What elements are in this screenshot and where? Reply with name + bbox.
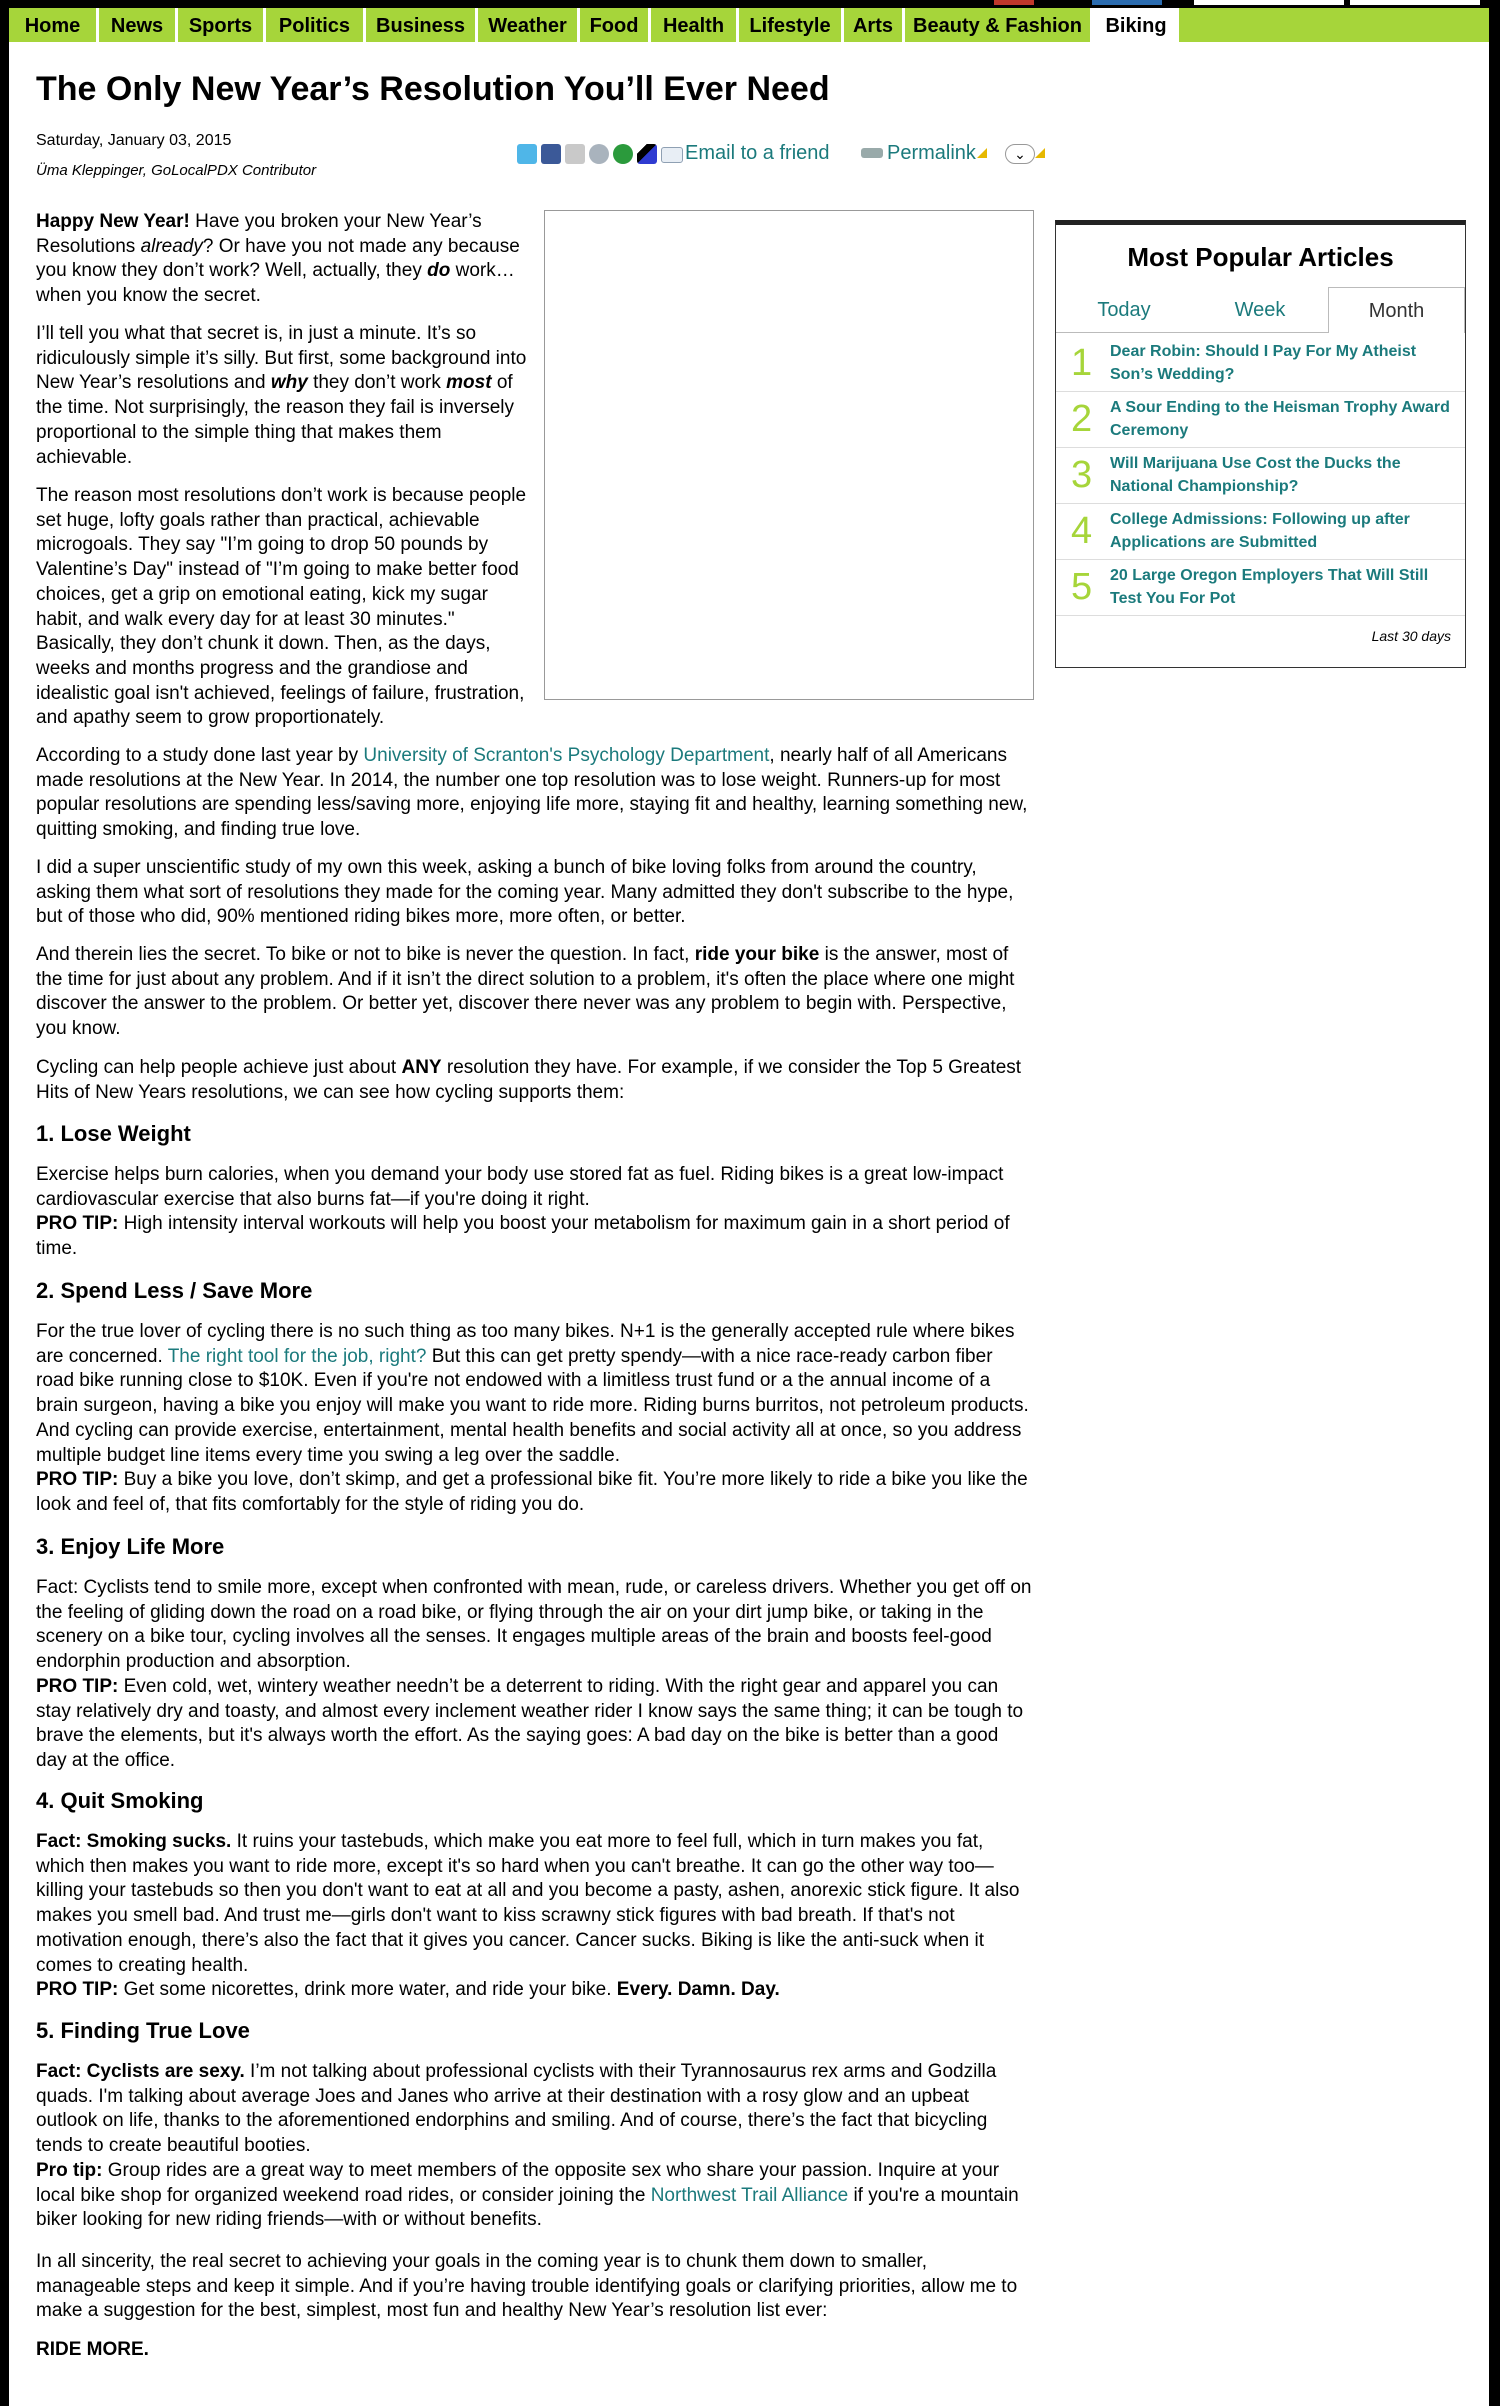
paragraph-survey: I did a super unscientific study of my own this week, asking a bunch of bike loving folks from around the country, asking them what sort of resolutions they made for the coming year. Many admitted they don't subscribe to the hype, but of those who did, 90% mentioned riding bikes more, more often, or better. xyxy=(36,857,1014,928)
popular-rank: 5 xyxy=(1071,566,1093,608)
tab-today[interactable]: Today xyxy=(1097,299,1151,321)
article-title: The Only New Year’s Resolution You’ll Ever Need xyxy=(36,70,830,108)
right-tool-link[interactable]: The right tool for the job, right? xyxy=(167,1345,427,1367)
popular-title[interactable]: Will Marijuana Use Cost the Ducks the National Championship? xyxy=(1110,455,1401,495)
top-ad-white-2 xyxy=(1350,0,1480,5)
paragraph-ride-more: RIDE MORE. xyxy=(36,2339,149,2360)
section-enjoy-life: Fact: Cyclists tend to smile more, except when confronted with mean, rude, or careless drivers. Whether you get off on the feeling of gliding down the road on a road bike, or flying through the air on your dirt jump bike, or taking in the scenery on a bike tour, cycling involves all the senses. It engages multiple areas of the brain and boosts feel-good endorphin production and absorption. PRO TIP: Even cold, wet, wintery weather needn’t be a deterrent to riding. With the right gear and apparel you can stay relatively dry and toasty, and almost every inclement weather rider I know says the same thing; it can be tough to brave the elements, but it's always worth the effort. As the saying goes: A bad day on the bike is better than a good day at the office. xyxy=(36,1577,1032,1771)
nav-weather[interactable]: Weather xyxy=(478,8,580,42)
chevron-down-icon[interactable]: ⌄ xyxy=(1005,144,1035,164)
main-nav xyxy=(9,8,1489,42)
email-icon[interactable] xyxy=(661,147,683,163)
nav-home[interactable]: Home xyxy=(9,8,99,42)
reddit-icon[interactable] xyxy=(589,144,609,164)
nw-trail-alliance-link[interactable]: Northwest Trail Alliance xyxy=(650,2184,849,2206)
permalink-link[interactable]: Permalink xyxy=(887,142,976,164)
popular-item[interactable] xyxy=(1056,335,1465,392)
widget-title: Most Popular Articles xyxy=(1127,242,1394,272)
popular-rank: 1 xyxy=(1071,342,1093,384)
corner-icon-2 xyxy=(1035,148,1045,158)
section-heading: 5. Finding True Love xyxy=(36,2018,250,2043)
tab-underline xyxy=(1056,332,1328,333)
digg-icon[interactable] xyxy=(565,144,585,164)
section-heading: 3. Enjoy Life More xyxy=(36,1534,225,1559)
stumbleupon-icon[interactable] xyxy=(613,144,633,164)
facebook-icon[interactable] xyxy=(541,144,561,164)
section-quit-smoking: Fact: Smoking sucks. It ruins your tastebuds, which make you eat more to feel full, which in turn makes you fat, which then makes you want to ride more, except it's so hard when you can't breathe. It can go the other way too—killing your tastebuds so then you don't want to eat at all and you become a pasty, ashen, anorexic stick figure. It also makes you smell bad. And trust me—girls don't want to kiss scrawny stick figures with bad breath. If that's not motivation enough, there’s also the fact that it gives you cancer. Cancer sucks. Biking is like the anti-suck when it comes to creating health. PRO TIP: Get some nicorettes, drink more water, and ride your bike. Every. Damn. Day. xyxy=(36,1831,1020,2001)
paragraph-cycling: Cycling can help people achieve just about ANY resolution they have. For example, if we consider the Top 5 Greatest Hits of New Years resolutions, we can see how cycling supports them: xyxy=(36,1057,1022,1103)
popular-title[interactable]: A Sour Ending to the Heisman Trophy Award Ceremony xyxy=(1110,399,1450,439)
nav-arts[interactable]: Arts xyxy=(844,8,905,42)
page xyxy=(9,8,1489,2406)
popular-rank: 3 xyxy=(1071,454,1093,496)
popular-articles-widget xyxy=(1055,220,1466,668)
corner-icon xyxy=(977,148,987,158)
article-author: Üma Kleppinger, GoLocalPDX Contributor xyxy=(36,162,317,179)
section-heading: 1. Lose Weight xyxy=(36,1121,191,1146)
paragraph-reason: The reason most resolutions don’t work is because people set huge, lofty goals rather than practical, achievable microgoals. They say "I’m going to drop 50 pounds by Valentine’s Day" instead of "I’m going to make better food choices, get a grip on emotional eating, kick my sugar habit, and walk every day for at least 30 minutes." Basically, they don’t chunk it down. Then, as the days, weeks and months progress and the grandiose and idealistic goal isn't achieved, feelings of failure, frustration, and apathy seem to grow proportionately. xyxy=(36,485,527,729)
popular-rank: 2 xyxy=(1071,398,1093,440)
nav-news[interactable]: News xyxy=(99,8,178,42)
popular-item[interactable] xyxy=(1056,559,1465,616)
twitter-icon[interactable] xyxy=(517,144,537,164)
paragraph-study: According to a study done last year by University of Scranton's Psychology Department, nearly half of all Americans made resolutions at the New Year. In 2014, the number one top resolution was to lose weight. Runners-up for most popular resolutions are spending less/saving more, enjoying life more, staying fit and healthy, learning something new, quitting smoking, and finding true love. xyxy=(36,745,1028,841)
nav-beauty-fashion[interactable]: Beauty & Fashion xyxy=(905,8,1093,42)
popular-title[interactable]: College Admissions: Following up after Applications are Submitted xyxy=(1110,511,1410,551)
email-friend-link[interactable]: Email to a friend xyxy=(685,142,830,164)
nav-politics[interactable]: Politics xyxy=(266,8,366,42)
video-embed[interactable] xyxy=(544,210,1034,700)
popular-rank: 4 xyxy=(1071,510,1093,552)
nav-biking[interactable]: Biking xyxy=(1093,8,1179,42)
article-date: Saturday, January 03, 2015 xyxy=(36,132,232,149)
tab-month[interactable]: Month xyxy=(1328,287,1465,333)
top-ad-white xyxy=(1194,0,1344,5)
paragraph-background: I’ll tell you what that secret is, in just a minute. It’s so ridiculously simple it’s silly. But first, some background into New Year’s resolutions and why they don’t work most of the time. Not surprisingly, the reason they fail is inversely proportional to the simple thing that makes them achievable. xyxy=(36,323,527,468)
link-icon xyxy=(861,148,883,158)
paragraph-secret: And therein lies the secret. To bike or not to bike is never the question. In fact, ride your bike is the answer, most of the time for just about any problem. And if it isn’t the direct solution to a problem, it's often the place where one might discover the answer to the problem. Or better yet, discover there never was any problem to begin with. Perspective, you know. xyxy=(36,944,1015,1040)
section-heading: 4. Quit Smoking xyxy=(36,1788,204,1813)
scranton-link[interactable]: University of Scranton's Psychology Department xyxy=(363,745,770,766)
top-ad-red xyxy=(994,0,1034,5)
section-heading: 2. Spend Less / Save More xyxy=(36,1278,313,1303)
popular-item[interactable] xyxy=(1056,391,1465,448)
nav-business[interactable]: Business xyxy=(366,8,478,42)
top-strip xyxy=(0,0,1500,8)
section-true-love: Fact: Cyclists are sexy. I’m not talking about professional cyclists with their Tyrannosaurus rex arms and Godzilla quads. I'm talking about average Joes and Janes who arrive at their destination with a rosy glow and an upbeat outlook on life, thanks to the aforementioned endorphins and smiling. And of course, there’s the fact that bicycling tends to create beautiful booties. Pro tip: Group rides are a great way to meet members of the opposite sex who share your passion. Inquire at your local bike shop for organized weekend road rides, or consider joining the Northwest Trail Alliance if you're a mountain biker looking for new riding friends—with or without benefits. xyxy=(36,2061,1019,2231)
top-ad-blue xyxy=(1092,0,1162,5)
tab-week[interactable]: Week xyxy=(1234,299,1286,321)
nav-health[interactable]: Health xyxy=(651,8,739,42)
popular-item[interactable] xyxy=(1056,447,1465,504)
paragraph-conclusion: In all sincerity, the real secret to achieving your goals in the coming year is to chunk them down to smaller, manageable steps and keep it simple. And if you’re having trouble identifying goals or clarifying priorities, allow me to make a suggestion for the best, simplest, most fun and healthy New Year’s resolution list ever: xyxy=(36,2251,1018,2322)
section-spend-less: For the true lover of cycling there is no such thing as too many bikes. N+1 is the generally accepted rule where bikes are concerned. The right tool for the job, right? But this can get pretty spendy—with a nice race-ready carbon fiber road bike running close to $10K. Even if you're not endowed with a limitless trust fund or a the annual income of a brain surgeon, having a bike you enjoy will make you want to ride more. Riding burns burritos, not petroleum products. And cycling can provide exercise, entertainment, mental health benefits and social activity all at once, so you address multiple budget line items every time you swing a leg over the saddle. PRO TIP: Buy a bike you love, don’t skimp, and get a professional bike fit. You’re more likely to ride a bike you like the look and feel of, that fits comfortably for the style of riding you do. xyxy=(36,1321,1029,1515)
popular-title[interactable]: 20 Large Oregon Employers That Will Still Test You For Pot xyxy=(1110,567,1429,607)
nav-sports[interactable]: Sports xyxy=(178,8,266,42)
nav-food[interactable]: Food xyxy=(580,8,651,42)
delicious-icon[interactable] xyxy=(637,144,657,164)
section-lose-weight: Exercise helps burn calories, when you demand your body use stored fat as fuel. Riding bikes is a great low-impact cardiovascular exercise that also burns fat—if you're doing it right. PRO TIP: High intensity interval workouts will help you boost your metabolism for maximum gain in a short period of time. xyxy=(36,1164,1010,1260)
popular-item[interactable] xyxy=(1056,503,1465,560)
widget-footer: Last 30 days xyxy=(1371,628,1451,644)
popular-title[interactable]: Dear Robin: Should I Pay For My Atheist Son’s Wedding? xyxy=(1110,343,1417,383)
paragraph-intro: Happy New Year! Have you broken your New Year’s Resolutions already? Or have you not made any because you know they don’t work? Well, actually, they do work… when you know the secret. xyxy=(36,211,520,307)
nav-lifestyle[interactable]: Lifestyle xyxy=(739,8,844,42)
